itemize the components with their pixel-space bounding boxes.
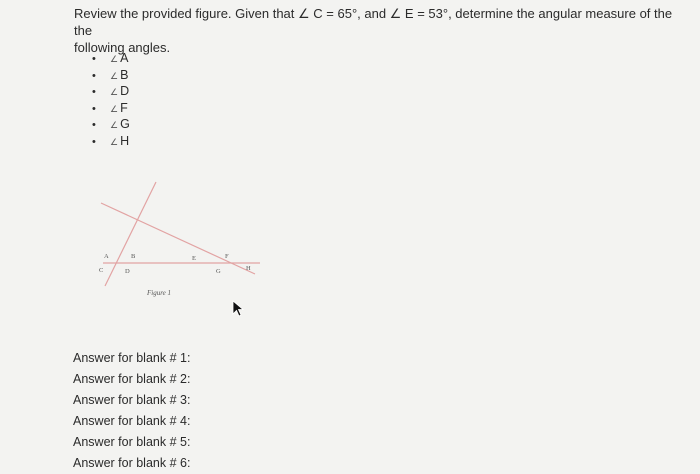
list-item: • ∠ G: [92, 117, 130, 131]
label-a: A: [104, 253, 109, 260]
label-d: D: [125, 268, 130, 275]
angle-icon: ∠: [110, 136, 119, 147]
list-item: • ∠ D: [92, 84, 130, 98]
label-g: G: [216, 268, 221, 275]
question-line-2: following angles.: [74, 40, 171, 55]
answer-blank-4: Answer for blank # 4:: [73, 414, 191, 428]
label-e: E: [192, 255, 196, 262]
list-item: • ∠ B: [92, 67, 129, 82]
answer-blank-1: Answer for blank # 1:: [73, 351, 191, 365]
mouse-cursor-icon: [232, 300, 246, 318]
list-item: • ∠ F: [92, 100, 128, 115]
list-item: • ∠ A: [92, 51, 129, 65]
list-item: • ∠ H: [92, 133, 130, 148]
answer-blank-6: Answer for blank # 6:: [73, 456, 191, 470]
label-f: F: [225, 253, 229, 260]
angle-icon: ∠: [110, 70, 119, 81]
angle-icon: ∠: [110, 54, 119, 64]
figure-caption: Figure 1: [147, 289, 172, 297]
angle-icon: ∠: [110, 87, 119, 97]
answer-blank-3: Answer for blank # 3:: [73, 393, 191, 407]
angle-icon: ∠: [110, 120, 119, 130]
label-c: C: [99, 267, 104, 274]
label-h: H: [246, 265, 251, 272]
transversal-line-1: [105, 182, 156, 286]
angle-list: [92, 50, 130, 149]
answer-blank-5: Answer for blank # 5:: [73, 435, 191, 449]
answer-blank-2: Answer for blank # 2:: [73, 372, 191, 386]
label-b: B: [131, 253, 136, 260]
question-text: [74, 5, 674, 56]
geometry-figure: [95, 178, 270, 303]
question-line-1: Review the provided figure. Given that ∠ C = 65°, and ∠ E = 53°, determine the angular measure of the the: [74, 6, 673, 38]
angle-icon: ∠: [110, 103, 119, 114]
answers-list: [73, 348, 190, 474]
